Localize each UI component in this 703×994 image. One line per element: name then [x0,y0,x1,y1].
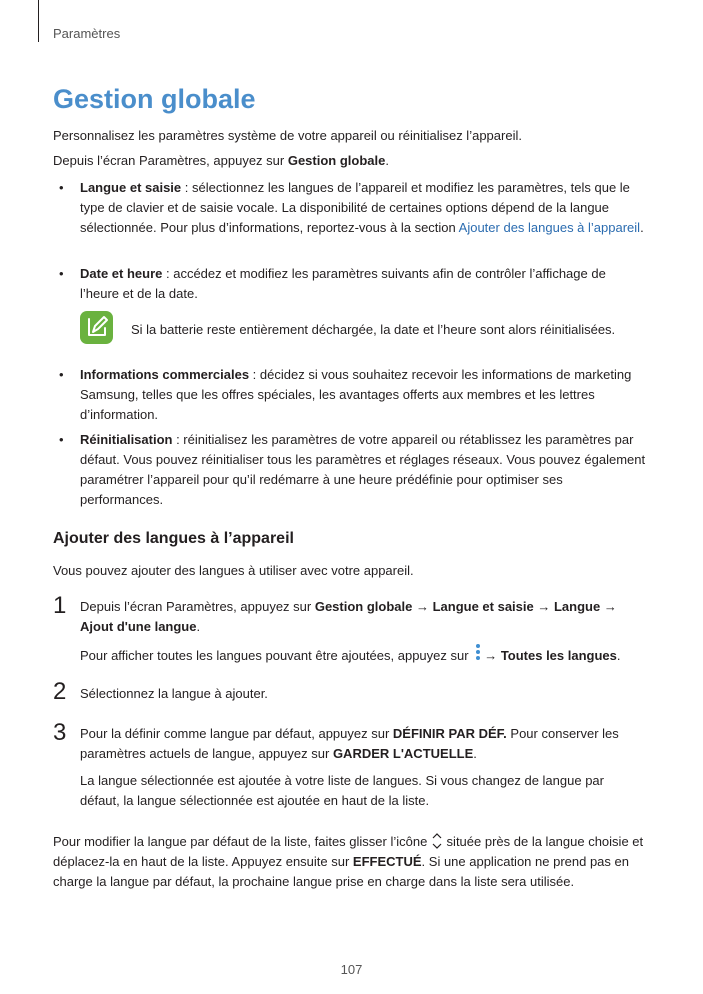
reorder-chevron-icon [431,831,443,851]
closing-paragraph: Pour modifier la langue par défaut de la liste, faites glisser l’icône située près de la langue choisie et déplacez-la en haut de la liste. Appuyez ensuite sur EFFECTUÉ. Si une application ne prend pas en charge la langue par défaut, la prochaine langue prise en charge dans la liste sera utilisée. [53,831,648,892]
step-number-3: 3 [53,719,67,746]
step-2-text: Sélectionnez la langue à ajouter. [80,686,268,701]
menu-gestion-globale: Gestion globale [287,153,386,168]
note-text: Si la batterie reste entièrement déchargée, la date et l’heure sont alors réinitialisées. [131,322,616,337]
step-1-text: Depuis l’écran Paramètres, appuyez sur Gestion globale → Langue et saisie → Langue → Ajout d'une langue. [80,599,617,634]
bullet-marker: • [59,367,64,382]
note-icon [80,311,113,344]
step-3-text: Pour la définir comme langue par défaut, appuyez sur DÉFINIR PAR DÉF. Pour conserver les paramètres actuels de langue, appuyez sur GARDER L'ACTUELLE. [80,726,619,761]
bullet-term: Date et heure [80,266,163,281]
bullet-marker: • [59,266,64,281]
subsection-intro: Vous pouvez ajouter des langues à utiliser avec votre appareil. [53,563,414,578]
section-link[interactable]: Ajouter des langues à l’appareil [458,220,641,235]
step-number-1: 1 [53,592,67,619]
step-3-subtext: La langue sélectionnée est ajoutée à votre liste de langues. Si vous changez de langue par défaut, la langue sélectionnée est ajoutée en haut de la liste. [80,773,604,808]
intro-line-2: Depuis l’écran Paramètres, appuyez sur Gestion globale. [53,153,389,168]
header-rule [38,0,39,42]
bullet-marker: • [59,432,64,447]
page-title: Gestion globale [53,84,256,114]
bullet-marker: • [59,180,64,195]
step-1-subtext: Pour afficher toutes les langues pouvant être ajoutées, appuyez sur → Toutes les langues. [80,644,640,666]
more-options-icon [476,644,480,662]
page-number: 107 [340,962,363,977]
bullet-term: Réinitialisation [80,432,173,447]
bullet-term: Informations commerciales [80,367,250,382]
bullet-term: Langue et saisie [80,180,182,195]
step-number-2: 2 [53,678,67,705]
section-label: Paramètres [53,26,121,41]
intro-line-1: Personnalisez les paramètres système de votre appareil ou réinitialisez l’appareil. [53,128,522,143]
subsection-heading: Ajouter des langues à l’appareil [53,530,294,547]
